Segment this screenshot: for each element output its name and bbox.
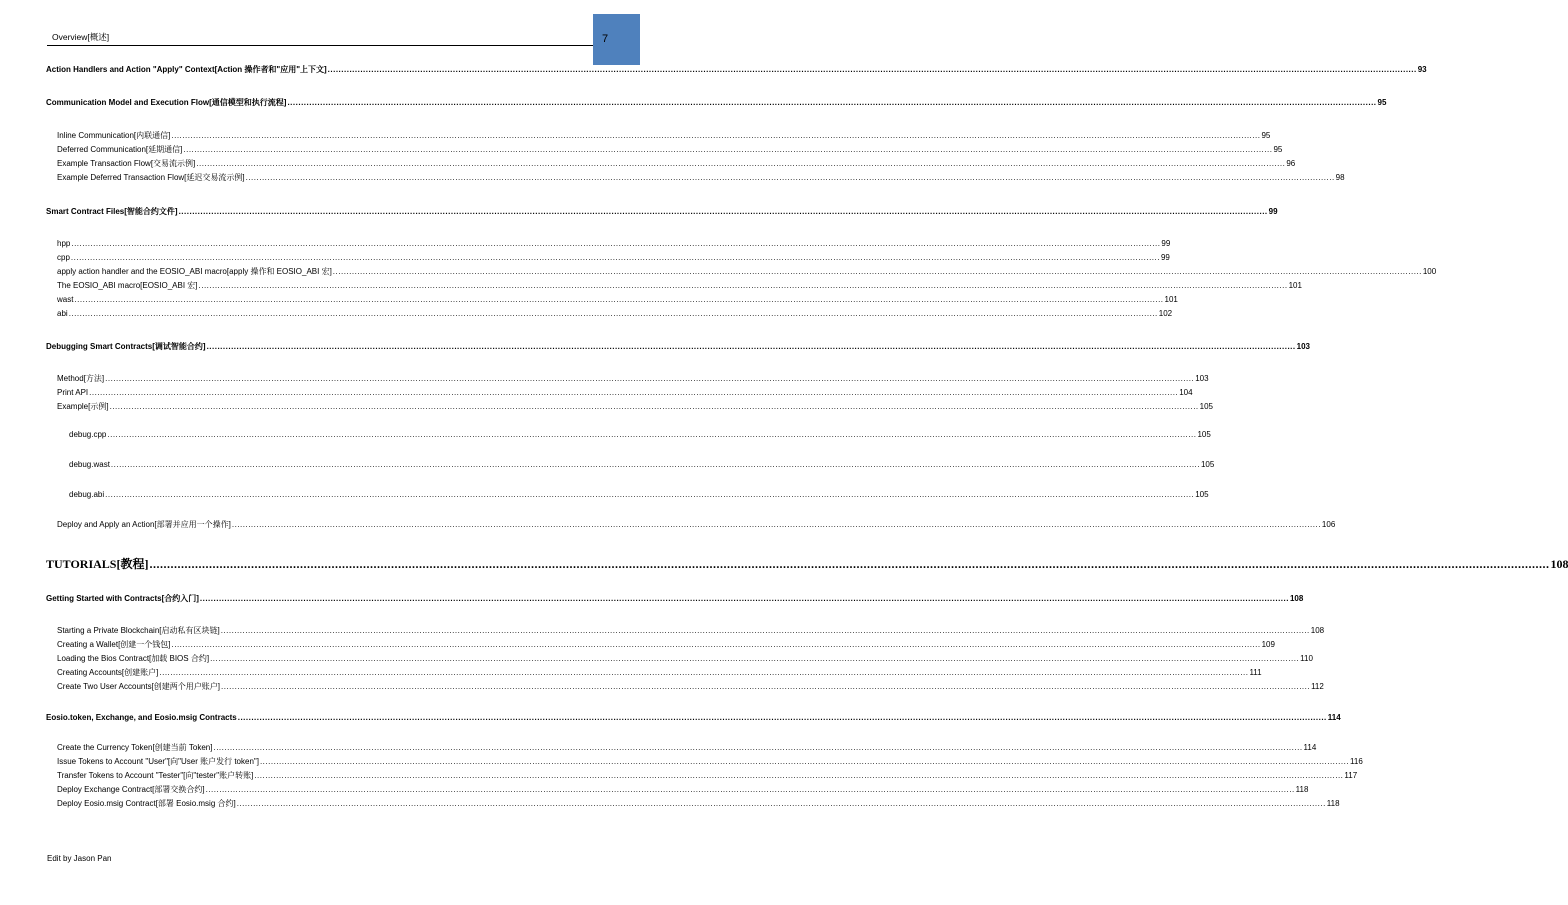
- toc-entry[interactable]: [57, 279, 1302, 291]
- toc-entry[interactable]: [46, 711, 1341, 723]
- toc-entry[interactable]: [46, 592, 1304, 604]
- toc-entry[interactable]: [57, 157, 1296, 169]
- toc-entry-page: 103: [1296, 342, 1310, 351]
- toc-entry-title: Example[示例]: [57, 402, 109, 411]
- toc-dot-leader: ................................................................................................................................................................................................................................................................................................................................................................................................................: [178, 207, 1268, 216]
- toc-dot-leader: ................................................................................................................................................................................................................................................................................................................................................................................................................: [71, 239, 1161, 248]
- toc-entry[interactable]: [57, 680, 1324, 692]
- toc-entry[interactable]: [57, 143, 1283, 155]
- toc-entry[interactable]: [57, 638, 1275, 650]
- toc-entry-page: 96: [1286, 159, 1296, 168]
- toc-entry[interactable]: [57, 518, 1336, 530]
- page-number-tab: [593, 14, 640, 65]
- toc-entry-title: debug.cpp: [69, 430, 107, 439]
- toc-entry-page: 95: [1261, 131, 1271, 140]
- toc-entry-page: 110: [1300, 654, 1313, 663]
- toc-dot-leader: ................................................................................................................................................................................................................................................................................................................................................................................................................: [287, 98, 1377, 107]
- toc-entry-page: 114: [1303, 743, 1317, 752]
- toc-entry-title: Creating Accounts[创建账户]: [57, 668, 159, 677]
- toc-entry-page: 99: [1160, 253, 1170, 262]
- toc-entry-page: 114: [1327, 713, 1341, 722]
- toc-entry-title: wast: [57, 295, 74, 304]
- toc-entry-title: Example Deferred Transaction Flow[延迟交易流示例]: [57, 173, 245, 182]
- toc-entry[interactable]: [57, 666, 1262, 678]
- toc-entry-page: 117: [1344, 771, 1358, 780]
- toc-entry-title: TUTORIALS[教程]: [46, 557, 149, 571]
- toc-entry[interactable]: [57, 624, 1325, 636]
- toc-entry-title: Example Transaction Flow[交易流示例]: [57, 159, 196, 168]
- toc-entry-page: 102: [1158, 309, 1173, 318]
- toc-entry[interactable]: [57, 237, 1171, 249]
- toc-entry-page: 95: [1377, 98, 1387, 107]
- toc-entry-page: 116: [1350, 757, 1363, 766]
- toc-entry-title: Getting Started with Contracts[合约入门]: [46, 594, 199, 603]
- toc-entry[interactable]: [69, 428, 1211, 440]
- toc-entry[interactable]: [57, 797, 1340, 809]
- toc-entry-page: 105: [1199, 402, 1213, 411]
- page-number: 7: [602, 33, 609, 45]
- toc-entry[interactable]: [57, 251, 1170, 263]
- toc-entry[interactable]: [57, 783, 1309, 795]
- toc-entry[interactable]: [57, 265, 1437, 277]
- toc-entry-title: Deploy Eosio.msig Contract[部署 Eosio.msig 合约]: [57, 799, 236, 808]
- toc-dot-leader: ................................................................................................................................................................................................................................................................................................................................................................................................................: [196, 159, 1286, 168]
- toc-entry[interactable]: [57, 741, 1317, 753]
- toc-entry-page: 98: [1335, 173, 1345, 182]
- toc-entry-page: 108: [1550, 557, 1568, 571]
- toc-entry-page: 108: [1310, 626, 1325, 635]
- toc-entry[interactable]: [57, 129, 1271, 141]
- toc-entry-title: Inline Communication[内联通信]: [57, 131, 171, 140]
- toc-dot-leader: ................................................................................................................................................................................................................................................................................................................................................................................................................: [171, 131, 1261, 140]
- toc-entry[interactable]: [69, 458, 1215, 470]
- toc-dot-leader: ................................................................................................................................................................................................................................................................................................................................................................................................................: [105, 490, 1195, 499]
- toc-entry-title: Action Handlers and Action "Apply" Context[Action 操作者和"应用"上下文]: [46, 65, 327, 74]
- toc-entry-page: 104: [1179, 388, 1193, 397]
- toc-dot-leader: ................................................................................................................................................................................................................................................................................................................................................................................................................: [159, 668, 1249, 677]
- toc-entry-page: 95: [1273, 145, 1283, 154]
- footer-text: Edit by Jason Pan: [47, 854, 112, 863]
- toc-entry[interactable]: [46, 340, 1310, 352]
- toc-dot-leader: ................................................................................................................................................................................................................................................................................................................................................................................................................: [259, 757, 1350, 766]
- toc-entry[interactable]: [57, 400, 1213, 412]
- toc-entry-page: 93: [1417, 65, 1427, 74]
- toc-entry[interactable]: [57, 652, 1313, 664]
- toc-entry-page: 112: [1311, 682, 1324, 691]
- toc-dot-leader: ................................................................................................................................................................................................................................................................................................................................................................................................................: [68, 309, 1158, 318]
- toc-entry-title: debug.abi: [69, 490, 105, 499]
- toc-entry-title: apply action handler and the EOSIO_ABI macro[apply 操作和 EOSIO_ABI 宏]: [57, 267, 332, 276]
- toc-entry-title: cpp: [57, 253, 70, 262]
- toc-entry-title: Create Two User Accounts[创建两个用户账户]: [57, 682, 221, 691]
- toc-dot-leader: ................................................................................................................................................................................................................................................................................................................................................................................................................: [213, 743, 1303, 752]
- toc-dot-leader: ................................................................................................................................................................................................................................................................................................................................................................................................................: [221, 682, 1311, 691]
- toc-entry-page: 99: [1161, 239, 1171, 248]
- toc-entry[interactable]: [57, 293, 1178, 305]
- toc-entry-title: debug.wast: [69, 460, 110, 469]
- toc-entry-page: 105: [1195, 490, 1209, 499]
- toc-dot-leader: ................................................................................................................................................................................................................................................................................................................................................................................................................: [70, 253, 1160, 262]
- toc-entry-title: Print API: [57, 388, 89, 397]
- toc-dot-leader: ................................................................................................................................................................................................................................................................................................................................................................................................................: [183, 145, 1273, 154]
- toc-entry-page: 101: [1288, 281, 1302, 290]
- toc-entry-title: Eosio.token, Exchange, and Eosio.msig Contracts: [46, 713, 237, 722]
- toc-entry-page: 105: [1200, 460, 1215, 469]
- toc-dot-leader: ................................................................................................................................................................................................................................................................................................................................................................................................................: [206, 342, 1296, 351]
- toc-entry-title: Starting a Private Blockchain[启动私有区块链]: [57, 626, 220, 635]
- toc-entry-title: Smart Contract Files[智能合约文件]: [46, 207, 178, 216]
- toc-dot-leader: ................................................................................................................................................................................................................................................................................................................................................................................................................: [237, 713, 1327, 722]
- toc-entry-title: Deploy Exchange Contract[部署交换合约]: [57, 785, 205, 794]
- toc-entry-page: 118: [1295, 785, 1309, 794]
- toc-entry[interactable]: [57, 171, 1345, 183]
- toc-entry[interactable]: [57, 307, 1173, 319]
- toc-entry-page: 106: [1321, 520, 1336, 529]
- toc-entry-title: Issue Tokens to Account "User"[向"User 账户发行 token"]: [57, 757, 259, 766]
- header-rule: [47, 45, 593, 46]
- toc-dot-leader: ................................................................................................................................................................................................................................................................................................................................................................................................................: [332, 267, 1422, 276]
- toc-entry-title: Deferred Communication[延期通信]: [57, 145, 183, 154]
- toc-dot-leader: ................................................................................................................................................................................................................................................................................................................................................................................................................: [220, 626, 1310, 635]
- toc-dot-leader: ................................................................................................................................................................................................................................................................................................................................................................................................................: [254, 771, 1344, 780]
- toc-entry-page: 100: [1422, 267, 1437, 276]
- toc-entry-title: abi: [57, 309, 68, 318]
- toc-dot-leader: ................................................................................................................................................................................................................................................................................................................................................................................................................: [236, 799, 1326, 808]
- toc-entry-title: The EOSIO_ABI macro[EOSIO_ABI 宏]: [57, 281, 198, 290]
- toc-entry-page: 108: [1289, 594, 1304, 603]
- toc-dot-leader: ................................................................................................................................................................................................................................................................................................................................................................................................................: [231, 520, 1321, 529]
- toc-entry[interactable]: [46, 96, 1387, 108]
- toc-dot-leader: ................................................................................................................................................................................................................................................................................................................................................................................................................: [89, 388, 1179, 397]
- toc-dot-leader: ................................................................................................................................................................................................................................................................................................................................................................................................................: [199, 594, 1289, 603]
- toc-dot-leader: ................................................................................................................................................................................................................................................................................................................................................................................................................: [245, 173, 1335, 182]
- toc-entry-page: 99: [1268, 207, 1278, 216]
- toc-entry-page: 105: [1197, 430, 1211, 439]
- toc-entry-title: Create the Currency Token[创建当前 Token]: [57, 743, 213, 752]
- toc-dot-leader: ................................................................................................................................................................................................................................................................................................................................................................................................................: [171, 640, 1261, 649]
- toc-dot-leader: ................................................................................................................................................................................................................................................................................................................................................................................................................: [105, 374, 1195, 383]
- toc-entry-title: Method[方法]: [57, 374, 105, 383]
- toc-entry-title: hpp: [57, 239, 71, 248]
- toc-entry[interactable]: [46, 553, 1568, 571]
- toc-entry-title: Debugging Smart Contracts[调试智能合约]: [46, 342, 206, 351]
- toc-entry-title: Loading the Bios Contract[加载 BIOS 合约]: [57, 654, 210, 663]
- toc-entry[interactable]: [57, 755, 1363, 767]
- toc-entry-title: Transfer Tokens to Account "Tester"[向"tester"账户转账]: [57, 771, 254, 780]
- toc-entry[interactable]: [69, 488, 1209, 500]
- toc-dot-leader: ................................................................................................................................................................................................................................................................................................................................................................................................................: [210, 654, 1300, 663]
- toc-entry-page: 101: [1164, 295, 1178, 304]
- toc-dot-leader: ................................................................................................................................................................................................................................................................................................................................................................................................................: [149, 557, 1550, 571]
- toc-dot-leader: ................................................................................................................................................................................................................................................................................................................................................................................................................: [74, 295, 1164, 304]
- toc-entry[interactable]: [46, 63, 1427, 75]
- header-title: Overview[概述]: [52, 32, 110, 42]
- toc-entry-page: 109: [1261, 640, 1275, 649]
- toc-entry-page: 103: [1195, 374, 1209, 383]
- toc-dot-leader: ................................................................................................................................................................................................................................................................................................................................................................................................................: [198, 281, 1288, 290]
- toc-entry-title: Communication Model and Execution Flow[通信模型和执行流程]: [46, 98, 287, 107]
- toc-entry[interactable]: [57, 372, 1209, 384]
- toc-dot-leader: ................................................................................................................................................................................................................................................................................................................................................................................................................: [110, 460, 1200, 469]
- toc-entry[interactable]: [57, 769, 1358, 781]
- toc-entry-page: 111: [1249, 668, 1262, 677]
- toc-dot-leader: ................................................................................................................................................................................................................................................................................................................................................................................................................: [327, 65, 1417, 74]
- toc-dot-leader: ................................................................................................................................................................................................................................................................................................................................................................................................................: [107, 430, 1197, 439]
- toc-entry[interactable]: [46, 205, 1278, 217]
- toc-dot-leader: ................................................................................................................................................................................................................................................................................................................................................................................................................: [109, 402, 1199, 411]
- toc-entry-title: Deploy and Apply an Action[部署并应用一个操作]: [57, 520, 231, 529]
- toc-dot-leader: ................................................................................................................................................................................................................................................................................................................................................................................................................: [205, 785, 1295, 794]
- toc-entry-page: 118: [1326, 799, 1340, 808]
- toc-entry[interactable]: [57, 386, 1193, 398]
- toc-entry-title: Creating a Wallet[创建一个钱包]: [57, 640, 171, 649]
